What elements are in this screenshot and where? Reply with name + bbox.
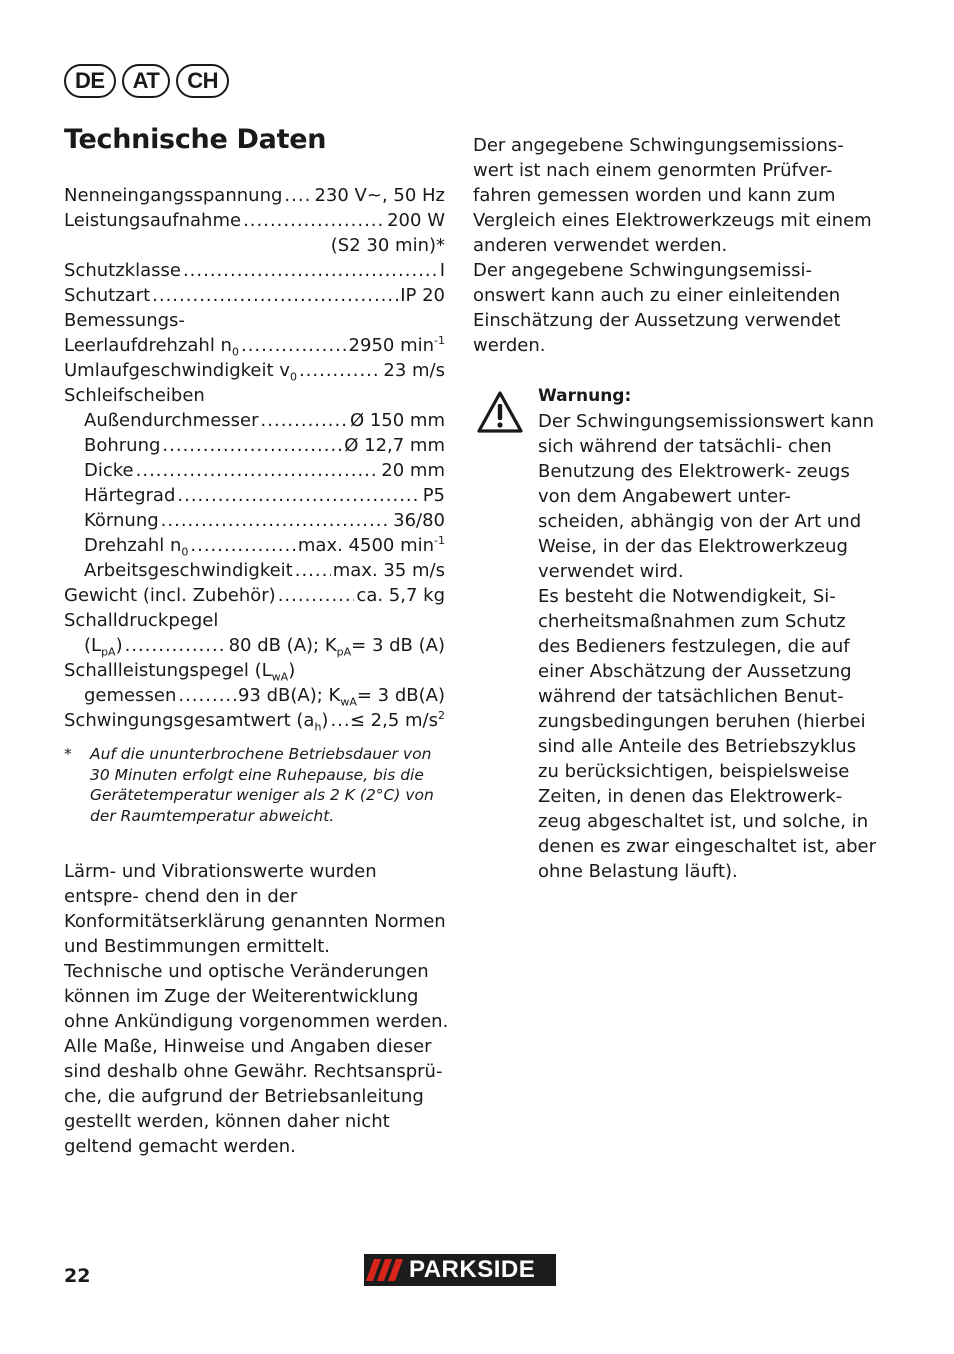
warning-paragraph-2: Es besteht die Notwendigkeit, Si- cherheitsmaßnahmen zum Schutz des Bedieners festzulegen, die auf einer Abschätzung der Aussetzung während der tatsächlichen Benut- zungsbedingungen beruhen (hierbei sind alle Anteile des Betriebszyklus zu berücksichtigen, beispielsweise Zeiten, in denen das Elektrowerk- zeug abgeschaltet ist, und solche, in denen es zwar eingeschaltet ist, aber ohne Belastung läuft).: [538, 586, 877, 882]
spec-row-leistungsaufnahme: [64, 208, 445, 233]
spec-row-haertegrad: [64, 483, 445, 508]
right-body: [473, 133, 873, 358]
spec-row-dicke: [64, 458, 445, 483]
footnote-text: Auf die ununterbrochene Betriebsdauer von 30 Minuten erfolgt eine Ruhepause, bis die Gerätetemperatur weniger als 2 K (2°C) von der Raumtemperatur abweicht.: [90, 745, 434, 825]
spec-row-gewicht: [64, 583, 445, 608]
spec-row-nenneingangsspannung: [64, 183, 445, 208]
spec-label: Schleifscheiben: [64, 385, 205, 406]
spec-value: max. 4500 $\min^{-1}$: [297, 534, 445, 556]
spec-row-schalldruckpegel: [64, 608, 445, 633]
spec-label: Härtegrad: [84, 485, 176, 506]
warning-block: [538, 384, 878, 884]
spec-row-koernung: [64, 508, 445, 533]
spec-label: Bemessungs-: [64, 310, 185, 331]
parkside-logo: [364, 1254, 556, 1286]
spec-row-aussendurchmesser: [64, 408, 445, 433]
spec-row-schutzklasse: [64, 258, 445, 283]
spec-row-schallleistungspegel: [64, 658, 445, 683]
spec-value: ≤ 2,5 $m/s^2$: [349, 709, 445, 731]
spec-label: Leerlaufdrehzahl $n_0$: [64, 335, 239, 359]
spec-label: $(L_{pA})$: [84, 635, 123, 659]
spec-value: I: [439, 260, 445, 281]
logo-brand-text: PARKSIDE: [409, 1256, 536, 1283]
paragraph-noise-values: Lärm- und Vibrationswerte wurden entspre- chend den in der Konformitätserklärung genannten Normen und Bestimmungen ermittelt.: [64, 861, 446, 957]
spec-value: 2950 $\min^{-1}$: [348, 334, 445, 356]
spec-row-bohrung: [64, 433, 445, 458]
spec-row-umlaufgeschwindigkeit: [64, 358, 445, 383]
spec-row-gemessen: [64, 683, 445, 708]
paragraph-changes: Technische und optische Veränderungen können im Zuge der Weiterentwicklung ohne Ankündigung vorgenommen werden. Alle Maße, Hinweise und Angaben dieser sind deshalb ohne Gewähr. Rechtsansprü- che, die aufgrund der Betriebsanleitung gestellt werden, können daher nicht geltend gemacht werden.: [64, 961, 449, 1157]
spec-label: Dicke: [84, 460, 134, 481]
warning-title: Warnung:: [538, 386, 632, 406]
spec-value: IP 20: [400, 285, 445, 306]
spec-row-lpa: [64, 633, 445, 658]
warning-paragraph-1: Der Schwingungsemissionswert kann sich während der tatsächli- chen Benutzung des Elektrowerk- zeugs von dem Angabewert unter- scheiden, abhängig von der Art und Weise, in der das Elektrowerkzeug verwendet wird.: [538, 411, 875, 582]
badge-at: AT: [122, 64, 171, 98]
spec-label: Umlaufgeschwindigkeit $v_0$: [64, 360, 297, 384]
spec-label: Bohrung: [84, 435, 161, 456]
language-badges: [64, 64, 229, 98]
spec-row-bemessungs: [64, 308, 445, 333]
spec-label: Drehzahl $n_0$: [84, 535, 189, 559]
paragraph-vibration-1: Der angegebene Schwingungsemissions- wert ist nach einem genormten Prüfver- fahren gemessen worden und kann zum Vergleich eines Elektrowerkzeugs mit einem anderen verwendet werden.: [473, 135, 872, 256]
spec-row-leerlaufdrehzahl: [64, 333, 445, 358]
spec-list: [64, 183, 445, 733]
logo-stripes-icon: [370, 1259, 399, 1281]
spec-label: Arbeitsgeschwindigkeit: [84, 560, 293, 581]
page-number: 22: [64, 1265, 91, 1287]
paragraph-vibration-2: Der angegebene Schwingungsemissi- onswert kann auch zu einer einleitenden Einschätzung der Aussetzung verwendet werden.: [473, 260, 841, 356]
spec-value: Ø 12,7 mm: [344, 435, 445, 456]
spec-value: Ø 150 mm: [349, 410, 445, 431]
spec-value: 20 mm: [381, 460, 445, 481]
spec-value: ca. 5,7 kg: [356, 585, 445, 606]
spec-label: Schutzart: [64, 285, 151, 306]
spec-label: Schutzklasse: [64, 260, 181, 281]
spec-value: (S2 30 min)*: [330, 235, 445, 256]
spec-value: 200 W: [387, 210, 445, 231]
spec-label: Außendurchmesser: [84, 410, 259, 431]
spec-label: Gewicht (incl. Zubehör): [64, 585, 276, 606]
spec-value: 93 dB(A); $K_{wA}= 3$ dB(A): [237, 685, 445, 709]
spec-label: Leistungsaufnahme: [64, 210, 242, 231]
badge-de: DE: [64, 64, 116, 98]
spec-row-drehzahl: [64, 533, 445, 558]
spec-label: Nenneingangsspannung: [64, 185, 283, 206]
spec-row-schutzart: [64, 283, 445, 308]
spec-value: 230 V~, 50 Hz: [314, 185, 445, 206]
left-body: [64, 859, 454, 1159]
spec-label: Schalldruckpegel: [64, 610, 219, 631]
spec-value: 80 dB (A); $K_{pA}= 3$ dB (A): [228, 635, 445, 659]
spec-value: max. 35 m/s: [332, 560, 445, 581]
spec-label: Schallleistungspegel $(L_{wA})$: [64, 660, 296, 684]
spec-value: 23 m/s: [383, 360, 445, 381]
spec-row-schwingungsgesamtwert: [64, 708, 445, 733]
spec-label: Schwingungsgesamtwert $(a_h)$: [64, 710, 329, 734]
badge-ch: CH: [176, 64, 229, 98]
spec-label: gemessen: [84, 685, 177, 706]
warning-triangle-icon: [476, 390, 524, 434]
spec-value: P5: [422, 485, 445, 506]
spec-value: 36/80: [393, 510, 445, 531]
spec-label: Körnung: [84, 510, 159, 531]
spec-row-arbeitsgeschwindigkeit: [64, 558, 445, 583]
spec-row-leistung-note: [64, 233, 445, 258]
page-title: Technische Daten: [64, 124, 327, 155]
footnote-marker: *: [64, 745, 72, 763]
footnote: [64, 744, 449, 826]
spec-row-schleifscheiben: [64, 383, 445, 408]
